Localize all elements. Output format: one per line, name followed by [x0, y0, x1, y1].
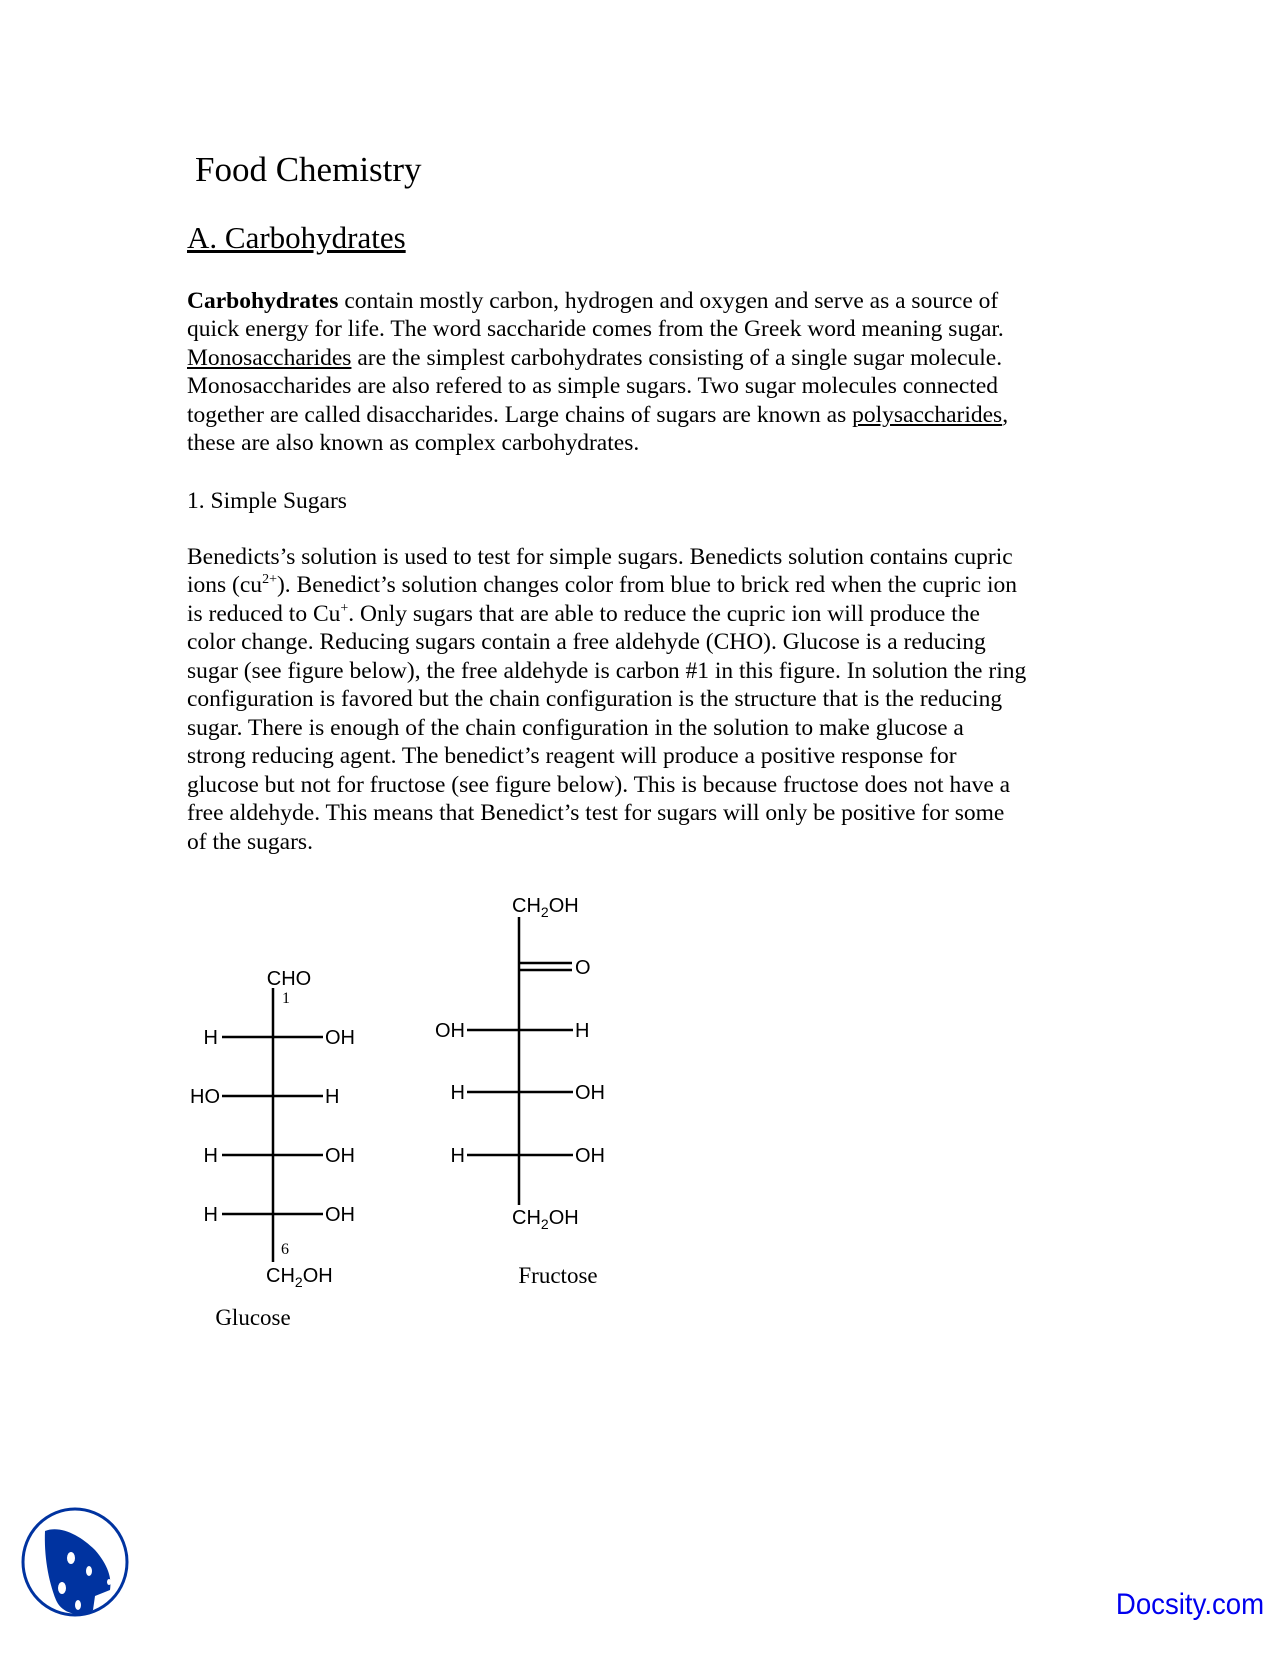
text: together are called disaccharides. Large chains of sugars are known as: [187, 402, 853, 428]
underlined-term: Monosaccharides: [187, 345, 352, 371]
substituent-left: H: [450, 1145, 465, 1167]
carbon-1-label: 1: [282, 990, 290, 1007]
subheading: 1. Simple Sugars: [187, 488, 347, 514]
section-heading: A. Carbohydrates: [187, 220, 406, 255]
substituent-left: OH: [435, 1020, 465, 1042]
underlined-term: polysaccharides: [852, 402, 1003, 428]
substituent-left: HO: [190, 1086, 220, 1108]
para2-line: configuration is favored but the chain configuration is the structure that is the reducing: [187, 686, 1003, 712]
para2-line: Benedicts’s solution is used to test for simple sugars. Benedicts solution contains cupric: [187, 544, 1013, 570]
para2-line: sugar (see figure below), the free aldehyde is carbon #1 in this figure. In solution the ring: [187, 658, 1027, 684]
text: ). Benedict’s solution changes color from blue to brick red when the cupric ion: [276, 572, 1018, 598]
glucose-caption: Glucose: [215, 1305, 291, 1330]
para1-line: quick energy for life. The word saccharide comes from the Greek word meaning sugar.: [187, 316, 1004, 342]
fructose-bottom-group: $CH_2OH$: [512, 1207, 579, 1232]
glucose-bonds: [222, 988, 323, 1262]
para2-line: strong reducing agent. The benedict’s reagent will produce a positive response for: [187, 743, 957, 769]
substituent-right: H: [325, 1086, 340, 1108]
superscript: +: [340, 601, 349, 616]
glucose-bottom-group: $CH_2OH$: [266, 1265, 333, 1290]
document-title: Food Chemistry: [195, 150, 422, 189]
substituent-left: H: [203, 1204, 218, 1226]
para1-line: Monosaccharides are also refered to as simple sugars. Two sugar molecules connected: [187, 373, 999, 399]
text: ions (cu: [187, 572, 263, 598]
substituent-right: OH: [575, 1145, 605, 1167]
text: ,: [1002, 402, 1009, 428]
substituent-right: OH: [325, 1145, 355, 1167]
substituent-right: OH: [575, 1082, 605, 1104]
substituent-right: OH: [325, 1204, 355, 1226]
para2-line: of the sugars.: [187, 829, 313, 855]
substituent-left: H: [450, 1082, 465, 1104]
substituent-left: H: [203, 1145, 218, 1167]
text: . Only sugars that are able to reduce the cupric ion will produce the: [348, 601, 980, 627]
glucose-top-group: CHO: [266, 968, 312, 990]
para2-line: free aldehyde. This means that Benedict’s test for sugars will only be positive for some: [187, 800, 1005, 826]
superscript: 2+: [262, 572, 277, 587]
para2-line: sugar. There is enough of the chain configuration in the solution to make glucose a: [187, 715, 964, 741]
para2-line: color change. Reducing sugars contain a free aldehyde (CHO). Glucose is a reducing: [187, 629, 986, 655]
fructose-bonds: [467, 917, 573, 1205]
fructose-top-group: $CH_2OH$: [512, 895, 579, 920]
docsity-logo-icon: [23, 1509, 127, 1615]
substituent-right: OH: [325, 1027, 355, 1049]
carbon-6-label: 6: [281, 1241, 289, 1258]
text: is reduced to Cu: [187, 601, 341, 627]
substituent-right: H: [575, 1020, 590, 1042]
substituent-left: H: [203, 1027, 218, 1049]
para2-line: glucose but not for fructose (see figure below). This is because fructose does not have a: [187, 772, 1011, 798]
ketone-oxygen: O: [575, 957, 591, 979]
bold-term: Carbohydrates: [187, 288, 339, 314]
fructose-caption: Fructose: [518, 1263, 598, 1288]
text: are the simplest carbohydrates consisting of a single sugar molecule.: [351, 345, 1003, 371]
text: contain mostly carbon, hydrogen and oxygen and serve as a source of: [338, 288, 999, 314]
para1-line: these are also known as complex carbohydrates.: [187, 430, 640, 456]
docsity-link[interactable]: Docsity.com: [1115, 1588, 1264, 1621]
